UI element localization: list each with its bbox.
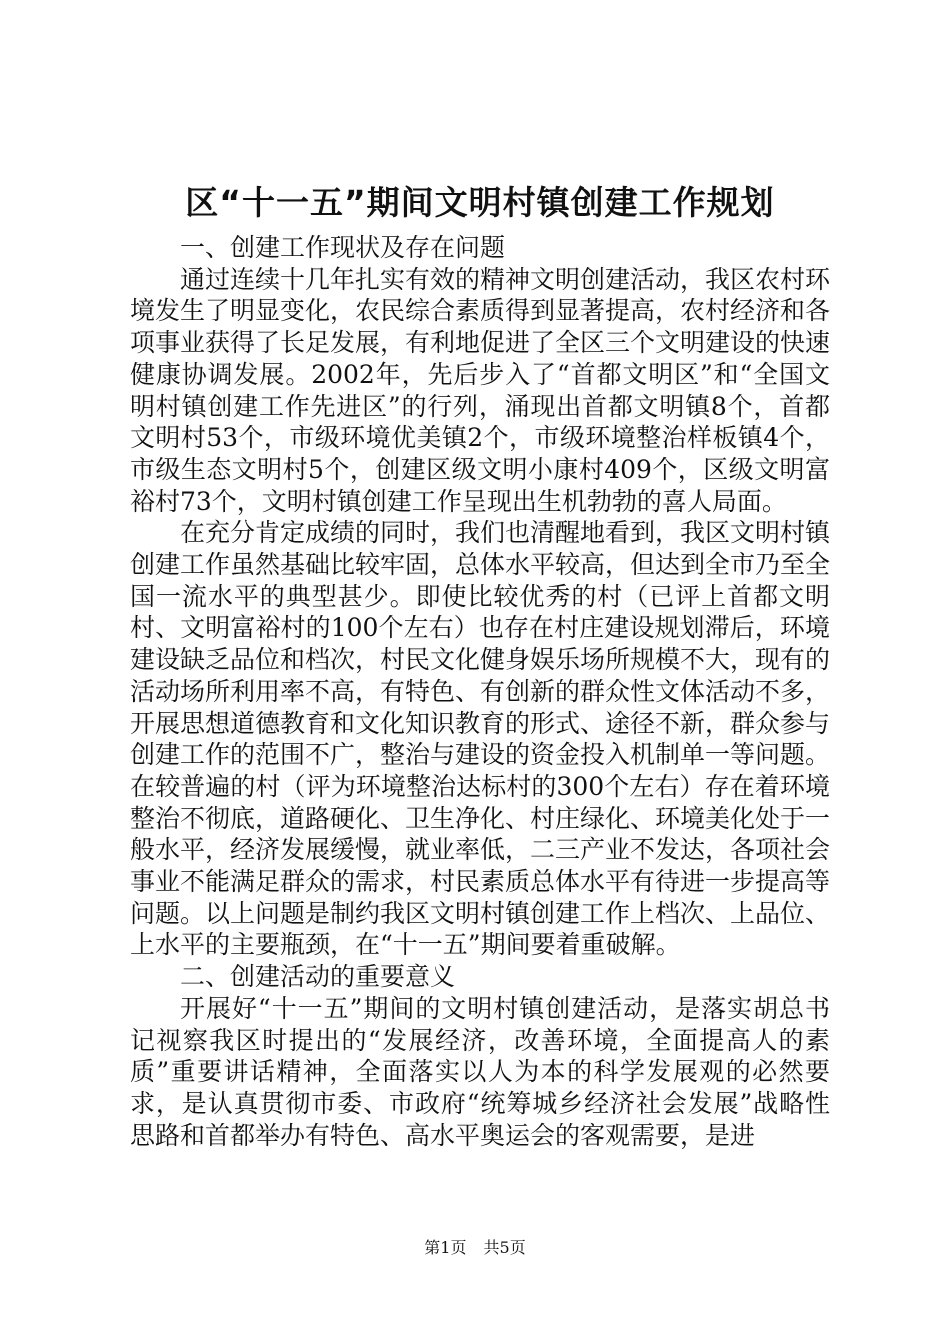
page-total: 共5页 — [483, 1238, 526, 1257]
page-footer — [0, 1238, 950, 1258]
page-number: 第1页 — [424, 1238, 467, 1257]
paragraph-3: 开展好“十一五”期间的文明村镇创建活动，是落实胡总书记视察我区时提出的“发展经济，改善环境，全面提高人的素质”重要讲话精神，全面落实以人为本的科学发展观的必然要求，是认真贯彻市委、市政府“统筹城乡经济社会发展”战略性思路和首都举办有特色、高水平奥运会的客观需要，是进 — [130, 993, 830, 1150]
section-heading-2: 二、创建活动的重要意义 — [180, 962, 456, 992]
paragraph-1: 通过连续十几年扎实有效的精神文明创建活动，我区农村环境发生了明显变化，农民综合素质得到显著提高，农村经济和各项事业获得了长足发展，有利地促进了全区三个文明建设的快速健康协调发展。2002年，先后步入了“首都文明区”和“全国文明村镇创建工作先进区”的行列，涌现出首都文明镇8个，首都文明村53个，市级环境优美镇2个，市级环境整治样板镇4个，市级生态文明村5个，创建区级文明小康村409个，区级文明富裕村73个，文明村镇创建工作呈现出生机勃勃的喜人局面。 — [130, 264, 831, 516]
document-body — [130, 232, 830, 1151]
section-heading-1: 一、创建工作现状及存在问题 — [180, 233, 506, 262]
document-title: 区“十一五”期间文明村镇创建工作规划 — [185, 183, 775, 222]
paragraph-2: 在充分肯定成绩的同时，我们也清醒地看到，我区文明村镇创建工作虽然基础比较牢固，总体水平较高，但达到全市乃至全国一流水平的典型甚少。即使比较优秀的村（已评上首都文明村、文明富裕村的100个左右）也存在村庄建设规划滞后，环境建设缺乏品位和档次，村民文化健身娱乐场所规模不大，现有的活动场所利用率不高，有特色、有创新的群众性文体活动不多，开展思想道德教育和文化知识教育的形式、途径不新，群众参与创建工作的范围不广，整治与建设的资金投入机制单一等问题。在较普遍的村（评为环境整治达标村的300个左右）存在着环境整治不彻底，道路硬化、卫生净化、村庄绿化、环境美化处于一般水平，经济发展缓慢，就业率低，二三产业不发达，各项社会事业不能满足群众的需求，村民素质总体水平有待进一步提高等问题。以上问题是制约我区文明村镇创建工作上档次、上品位、上水平的主要瓶颈，在“十一五”期间要着重破解。 — [130, 518, 831, 960]
